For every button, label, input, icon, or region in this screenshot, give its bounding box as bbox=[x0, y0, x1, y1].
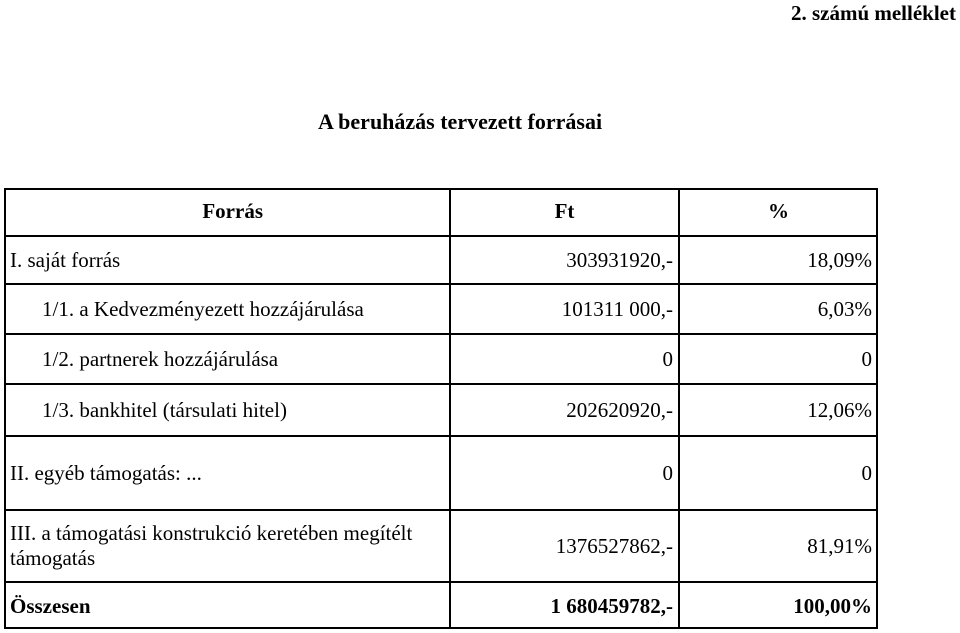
row-ft-partner-contribution: 0 bbox=[450, 334, 679, 384]
row-percent-bank-loan: 12,06% bbox=[679, 384, 878, 436]
annex-label: 2. számú melléklet bbox=[790, 1, 956, 25]
funding-sources-table bbox=[4, 188, 878, 630]
table-row bbox=[4, 236, 878, 284]
row-label-other-support: II. egyéb támogatás: ... bbox=[4, 436, 450, 510]
row-ft-beneficiary-contribution: 101311 000,- bbox=[450, 284, 679, 334]
table-row bbox=[4, 436, 878, 510]
table-row bbox=[4, 510, 878, 582]
table-row bbox=[4, 334, 878, 384]
total-percent: 100,00% bbox=[793, 594, 872, 618]
row-percent-own-source: 18,09% bbox=[679, 236, 878, 284]
row-percent-granted-support: 81,91% bbox=[679, 510, 878, 582]
row-label-bank-loan: 1/3. bankhitel (társulati hitel) bbox=[4, 384, 450, 436]
row-ft-own-source: 303931920,- bbox=[450, 236, 679, 284]
total-ft: 1 680459782,- bbox=[550, 594, 673, 618]
total-label: Összesen bbox=[10, 594, 91, 618]
row-ft-bank-loan: 202620920,- bbox=[450, 384, 679, 436]
column-header-percent: % bbox=[679, 188, 878, 236]
table-row bbox=[4, 284, 878, 334]
row-ft-other-support: 0 bbox=[450, 436, 679, 510]
row-label-granted-support: III. a támogatási konstrukció keretében megítélt támogatás bbox=[4, 510, 450, 582]
document-title: A beruházás tervezett forrásai bbox=[318, 109, 603, 134]
row-ft-granted-support: 1376527862,- bbox=[450, 510, 679, 582]
table-header-row bbox=[4, 188, 878, 236]
table-total-row bbox=[4, 582, 878, 630]
column-header-source: Forrás bbox=[4, 188, 450, 236]
table-row bbox=[4, 384, 878, 436]
row-percent-other-support: 0 bbox=[679, 436, 878, 510]
row-label-own-source: I. saját forrás bbox=[4, 236, 450, 284]
column-header-ft: Ft bbox=[450, 188, 679, 236]
row-label-beneficiary-contribution: 1/1. a Kedvezményezett hozzájárulása bbox=[4, 284, 450, 334]
row-percent-partner-contribution: 0 bbox=[679, 334, 878, 384]
row-percent-beneficiary-contribution: 6,03% bbox=[679, 284, 878, 334]
row-label-partner-contribution: 1/2. partnerek hozzájárulása bbox=[4, 334, 450, 384]
